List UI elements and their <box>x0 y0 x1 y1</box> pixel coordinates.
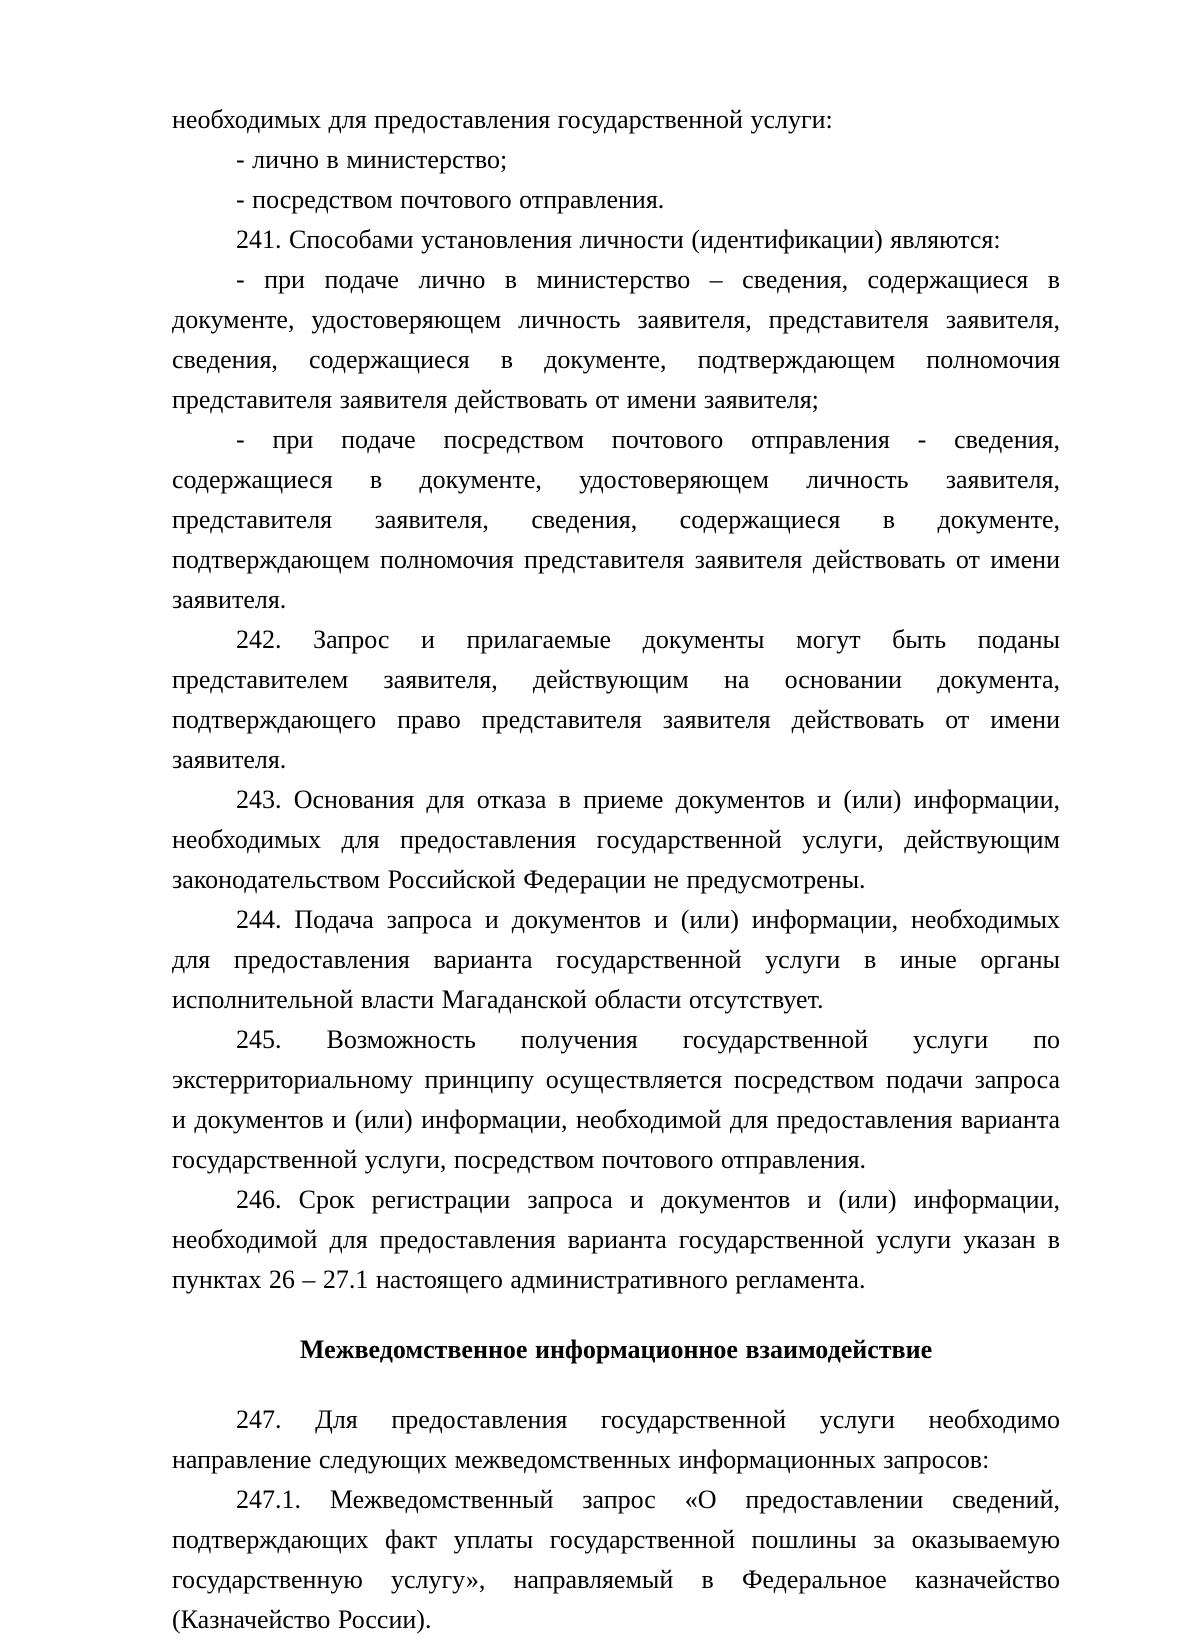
paragraph: 242. Запрос и прилагаемые документы могут быть поданы представителем заявителя, действующим на основании документа, подтверждающего право представителя заявителя действовать от имени заявителя. <box>172 625 1060 774</box>
paragraph: - лично в министерство; <box>236 145 508 174</box>
paragraph: 243. Основания для отказа в приеме документов и (или) информации, необходимых для предоставления государственной услуги, действующим законодательством Российской Федерации не предусмотрены. <box>172 785 1060 894</box>
paragraph: 246. Срок регистрации запроса и документов и (или) информации, необходимой для предоставления варианта государственной услуги указан в пунктах 26 – 27.1 настоящего административного регламента. <box>172 1185 1060 1294</box>
paragraph: 247.1. Межведомственный запрос «О предоставлении сведений, подтверждающих факт уплаты государственной пошлины за оказываемую государственную услугу», направляемый в Федеральное казначейство (Казначейство России). <box>172 1485 1060 1634</box>
paragraph: 244. Подача запроса и документов и (или) информации, необходимых для предоставления варианта государственной услуги в иные органы исполнительной власти Магаданской области отсутствует. <box>172 905 1060 1014</box>
section-heading: Межведомственное информационное взаимодействие <box>299 1335 933 1364</box>
paragraph: необходимых для предоставления государственной услуги: <box>172 105 833 134</box>
paragraph: - посредством почтового отправления. <box>236 185 665 214</box>
paragraph: - при подаче лично в министерство – сведения, содержащиеся в документе, удостоверяющем личность заявителя, представителя заявителя, сведения, содержащиеся в документе, подтверждающем полномочия представителя заявителя действовать от имени заявителя; <box>172 265 1060 414</box>
paragraph: 241. Способами установления личности (идентификации) являются: <box>236 225 1001 254</box>
document-body <box>172 100 1060 1640</box>
paragraph: 247. Для предоставления государственной услуги необходимо направление следующих межведомственных информационных запросов: <box>172 1405 1060 1474</box>
paragraph: - при подаче посредством почтового отправления - сведения, содержащиеся в документе, удостоверяющем личность заявителя, представителя заявителя, сведения, содержащиеся в документе, подтверждающем полномочия представителя заявителя действовать от имени заявителя. <box>172 425 1060 614</box>
paragraph: 245. Возможность получения государственной услуги по экстерриториальному принципу осуществляется посредством подачи запроса и документов и (или) информации, необходимой для предоставления варианта государственной услуги, посредством почтового отправления. <box>172 1025 1060 1174</box>
